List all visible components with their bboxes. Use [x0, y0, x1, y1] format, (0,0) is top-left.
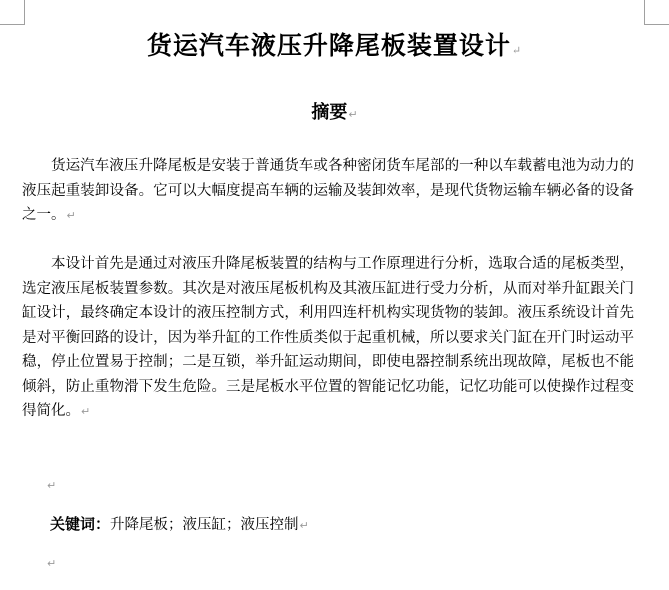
paragraph-mark-icon: ↵: [299, 519, 309, 532]
keywords-line: [50, 513, 309, 534]
paragraph-mark-icon: ↵: [81, 405, 91, 418]
abstract-paragraph-2-text: 本设计首先是通过对液压升降尾板装置的结构与工作原理进行分析，选取合适的尾板类型，选定液压尾板装置参数。其次是对液压尾板机构及其液压缸进行受力分析，从而对举升缸跟关门缸设计，最终确定本设计的液压控制方式，利用四连杆机构实现货物的装卸。液压系统设计首先是对平衡回路的设计，因为举升缸的工作性质类似于起重机械，所以要求关门缸在开门时运动平稳，停止位置易于控制；二是互锁，举升缸运动期间，即使电器控制系统出现故障，尾板也不能倾斜，防止重物滑下发生危险。三是尾板水平位置的智能记忆功能，记忆功能可以使操作过程变得简化。: [22, 256, 634, 419]
paragraph-mark-icon: ↵: [47, 557, 57, 570]
paragraph-mark-icon: ↵: [66, 209, 76, 222]
paragraph-mark-icon: ↵: [47, 479, 57, 492]
empty-paragraph: [46, 556, 56, 570]
paragraph-mark-icon: ↵: [511, 44, 523, 57]
abstract-heading-text: 摘要: [311, 102, 348, 123]
abstract-paragraph-1: [22, 154, 634, 229]
keywords-value: 升降尾板；液压缸；液压控制: [110, 517, 299, 533]
paragraph-mark-icon: ↵: [348, 108, 358, 121]
document-title-text: 货运汽车液压升降尾板装置设计: [146, 31, 511, 60]
keywords-label: 关键词：: [50, 515, 111, 533]
abstract-paragraph-1-text: 货运汽车液压升降尾板是安装于普通货车或各种密闭货车尾部的一种以车载蓄电池为动力的液压起重装卸设备。它可以大幅度提高车辆的运输及装卸效率，是现代货物运输车辆必备的设备之一。: [22, 158, 634, 223]
document-title: [0, 26, 669, 62]
empty-paragraph: [46, 478, 56, 492]
abstract-heading: [0, 98, 669, 124]
page-corner-mark-top-right: [644, 0, 669, 25]
abstract-paragraph-2: [22, 252, 634, 425]
page-corner-mark-top-left: [0, 0, 25, 25]
